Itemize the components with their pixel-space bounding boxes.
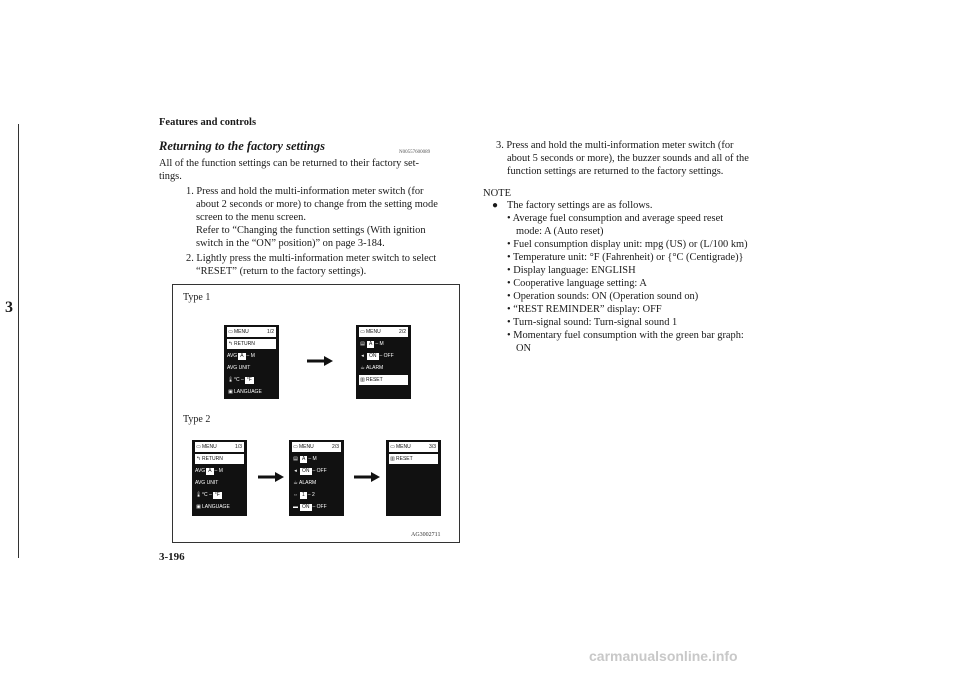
menu-icon: ▭ <box>196 444 201 450</box>
avg-unit-label: AVG UNIT <box>195 480 219 486</box>
m-label: M <box>379 341 384 347</box>
step-1-line-3: screen to the menu screen. <box>196 212 306 223</box>
intro-line-2: tings. <box>159 171 182 182</box>
note-item-4: • Display language: ENGLISH <box>507 265 636 276</box>
dash: – <box>308 456 312 462</box>
chapter-number: 3 <box>5 299 13 316</box>
menu-icon: ▭ <box>228 329 233 335</box>
figure-code: AG3002711 <box>411 532 441 538</box>
on-box: ON <box>302 504 310 510</box>
speaker-icon: ◂ <box>361 353 364 359</box>
arrow-right-icon <box>307 356 333 366</box>
note-item-3: • Temperature unit: °F (Fahrenheit) or {°C (Centigrade)} <box>507 252 744 263</box>
cooperative-icon: ▤ <box>360 341 365 347</box>
note-item-9-line-2: ON <box>516 343 532 354</box>
step-3-line-2: about 5 seconds or more), the buzzer sounds and all of the <box>507 153 749 164</box>
note-item-1-line-2: mode: A (Auto reset) <box>516 226 604 237</box>
menu-icon: ▭ <box>360 329 365 335</box>
celsius-label: °C <box>202 492 208 498</box>
note-item-2: • Fuel consumption display unit: mpg (US) or (L/100 km) <box>507 239 748 250</box>
page-indicator: 1/3 <box>235 444 242 450</box>
page-indicator: 2/2 <box>399 329 406 335</box>
step-1-line-1: 1. Press and hold the multi-information meter switch (for <box>186 186 424 197</box>
reset-icon: ▥ <box>360 377 365 383</box>
section-code: N00557600089 <box>399 150 431 155</box>
coffee-icon: ☕ <box>293 480 298 486</box>
return-arrow-icon: ↰ <box>196 456 201 462</box>
thermometer-icon: 🌡 <box>227 377 234 383</box>
intro-line-1: All of the function settings can be returned to their factory set- <box>159 158 419 169</box>
note-item-9-line-1: • Momentary fuel consumption with the green bar graph: <box>507 330 744 341</box>
avg-label: AVG <box>227 353 238 359</box>
type2-label: Type 2 <box>183 414 211 425</box>
alarm-label: ALARM <box>299 480 317 486</box>
dash: – <box>312 468 316 474</box>
dash: – <box>214 468 218 474</box>
turn-signal-icon: ⇔ <box>293 492 298 498</box>
dash: – <box>241 377 244 383</box>
language-label: LANGUAGE <box>202 504 230 510</box>
m-label: M <box>312 456 317 462</box>
dash: – <box>209 492 212 498</box>
coffee-icon: ☕ <box>360 365 365 371</box>
note-item-7: • “REST REMINDER” display: OFF <box>507 304 662 315</box>
avg-label: AVG <box>195 468 206 474</box>
on-box: ON <box>369 353 377 359</box>
type1-label: Type 1 <box>183 292 211 303</box>
a-box: A <box>240 353 244 359</box>
note-item-1-line-1: • Average fuel consumption and average speed reset <box>507 213 724 224</box>
reset-icon: ▥ <box>390 456 395 462</box>
section-title: Returning to the factory settings <box>159 139 325 153</box>
note-item-6: • Operation sounds: ON (Operation sound on) <box>507 291 699 302</box>
page-number: 3-196 <box>159 551 185 563</box>
note-label: NOTE <box>483 188 511 199</box>
alarm-label: ALARM <box>366 365 384 371</box>
watermark: carmanualsonline.info <box>589 648 738 664</box>
running-header: Features and controls <box>159 117 257 128</box>
fahrenheit-box: °F <box>214 492 220 498</box>
menu-label: MENU <box>234 329 249 335</box>
step-1-line-5: switch in the “ON” position)” on page 3-184. <box>196 238 385 249</box>
type2-screen-1 <box>192 440 247 516</box>
note-bullet: ● <box>492 200 499 211</box>
dash: – <box>307 492 311 498</box>
bar-graph-icon: ▬ <box>293 504 298 510</box>
cooperative-icon: ▤ <box>293 456 298 462</box>
note-item-5: • Cooperative language setting: A <box>507 278 647 289</box>
menu-icon: ▭ <box>293 444 298 450</box>
page-indicator: 2/3 <box>332 444 339 450</box>
step-1-line-4: Refer to “Changing the function settings (With ignition <box>196 225 426 236</box>
m-label: M <box>250 353 255 359</box>
type2-screen-3 <box>386 440 441 516</box>
a-box: A <box>369 341 373 347</box>
page-indicator: 1/2 <box>267 329 274 335</box>
dash: – <box>312 504 316 510</box>
step-2-line-2: “RESET” (return to the factory settings). <box>196 266 367 277</box>
type1-screen-1 <box>224 325 279 399</box>
m-label: M <box>218 468 223 474</box>
reset-label: RESET <box>396 456 413 462</box>
page-indicator: 3/3 <box>429 444 436 450</box>
return-label: RETURN <box>202 456 223 462</box>
note-item-8: • Turn-signal sound: Turn-signal sound 1 <box>507 317 678 328</box>
menu-label: MENU <box>202 444 217 450</box>
language-label: LANGUAGE <box>234 389 262 395</box>
chapter-tab <box>0 124 19 558</box>
a-box: A <box>302 456 306 462</box>
menu-label: MENU <box>366 329 381 335</box>
menu-figure <box>172 284 460 543</box>
dash: – <box>375 341 379 347</box>
dash: – <box>246 353 250 359</box>
arrow-right-icon <box>258 472 284 482</box>
off-label: OFF <box>316 468 327 474</box>
menu-label: MENU <box>299 444 314 450</box>
reset-label: RESET <box>366 377 383 383</box>
two-label: 2 <box>311 492 315 498</box>
thermometer-icon: 🌡 <box>195 492 202 498</box>
return-arrow-icon: ↰ <box>228 341 233 347</box>
off-label: OFF <box>316 504 327 510</box>
return-label: RETURN <box>234 341 255 347</box>
dash: – <box>379 353 383 359</box>
step-1-line-2: about 2 seconds or more) to change from the setting mode <box>196 199 438 210</box>
menu-icon: ▭ <box>390 444 395 450</box>
language-icon: ▣ <box>228 389 233 395</box>
note-lead: The factory settings are as follows. <box>507 200 653 211</box>
a-box: A <box>208 468 212 474</box>
arrow-right-icon <box>354 472 380 482</box>
step-3-line-3: function settings are returned to the factory settings. <box>507 166 724 177</box>
celsius-label: °C <box>234 377 240 383</box>
type2-screen-2 <box>289 440 344 516</box>
off-label: OFF <box>383 353 394 359</box>
type1-screen-2 <box>356 325 411 399</box>
fahrenheit-box: °F <box>246 377 252 383</box>
menu-label: MENU <box>396 444 411 450</box>
on-box: ON <box>302 468 310 474</box>
step-2-line-1: 2. Lightly press the multi-information meter switch to select <box>186 253 437 264</box>
avg-unit-label: AVG UNIT <box>227 365 251 371</box>
speaker-icon: ◂ <box>294 468 297 474</box>
one-box: 1 <box>302 492 305 498</box>
language-icon: ▣ <box>196 504 201 510</box>
step-3-line-1: 3. Press and hold the multi-information meter switch (for <box>496 140 734 151</box>
